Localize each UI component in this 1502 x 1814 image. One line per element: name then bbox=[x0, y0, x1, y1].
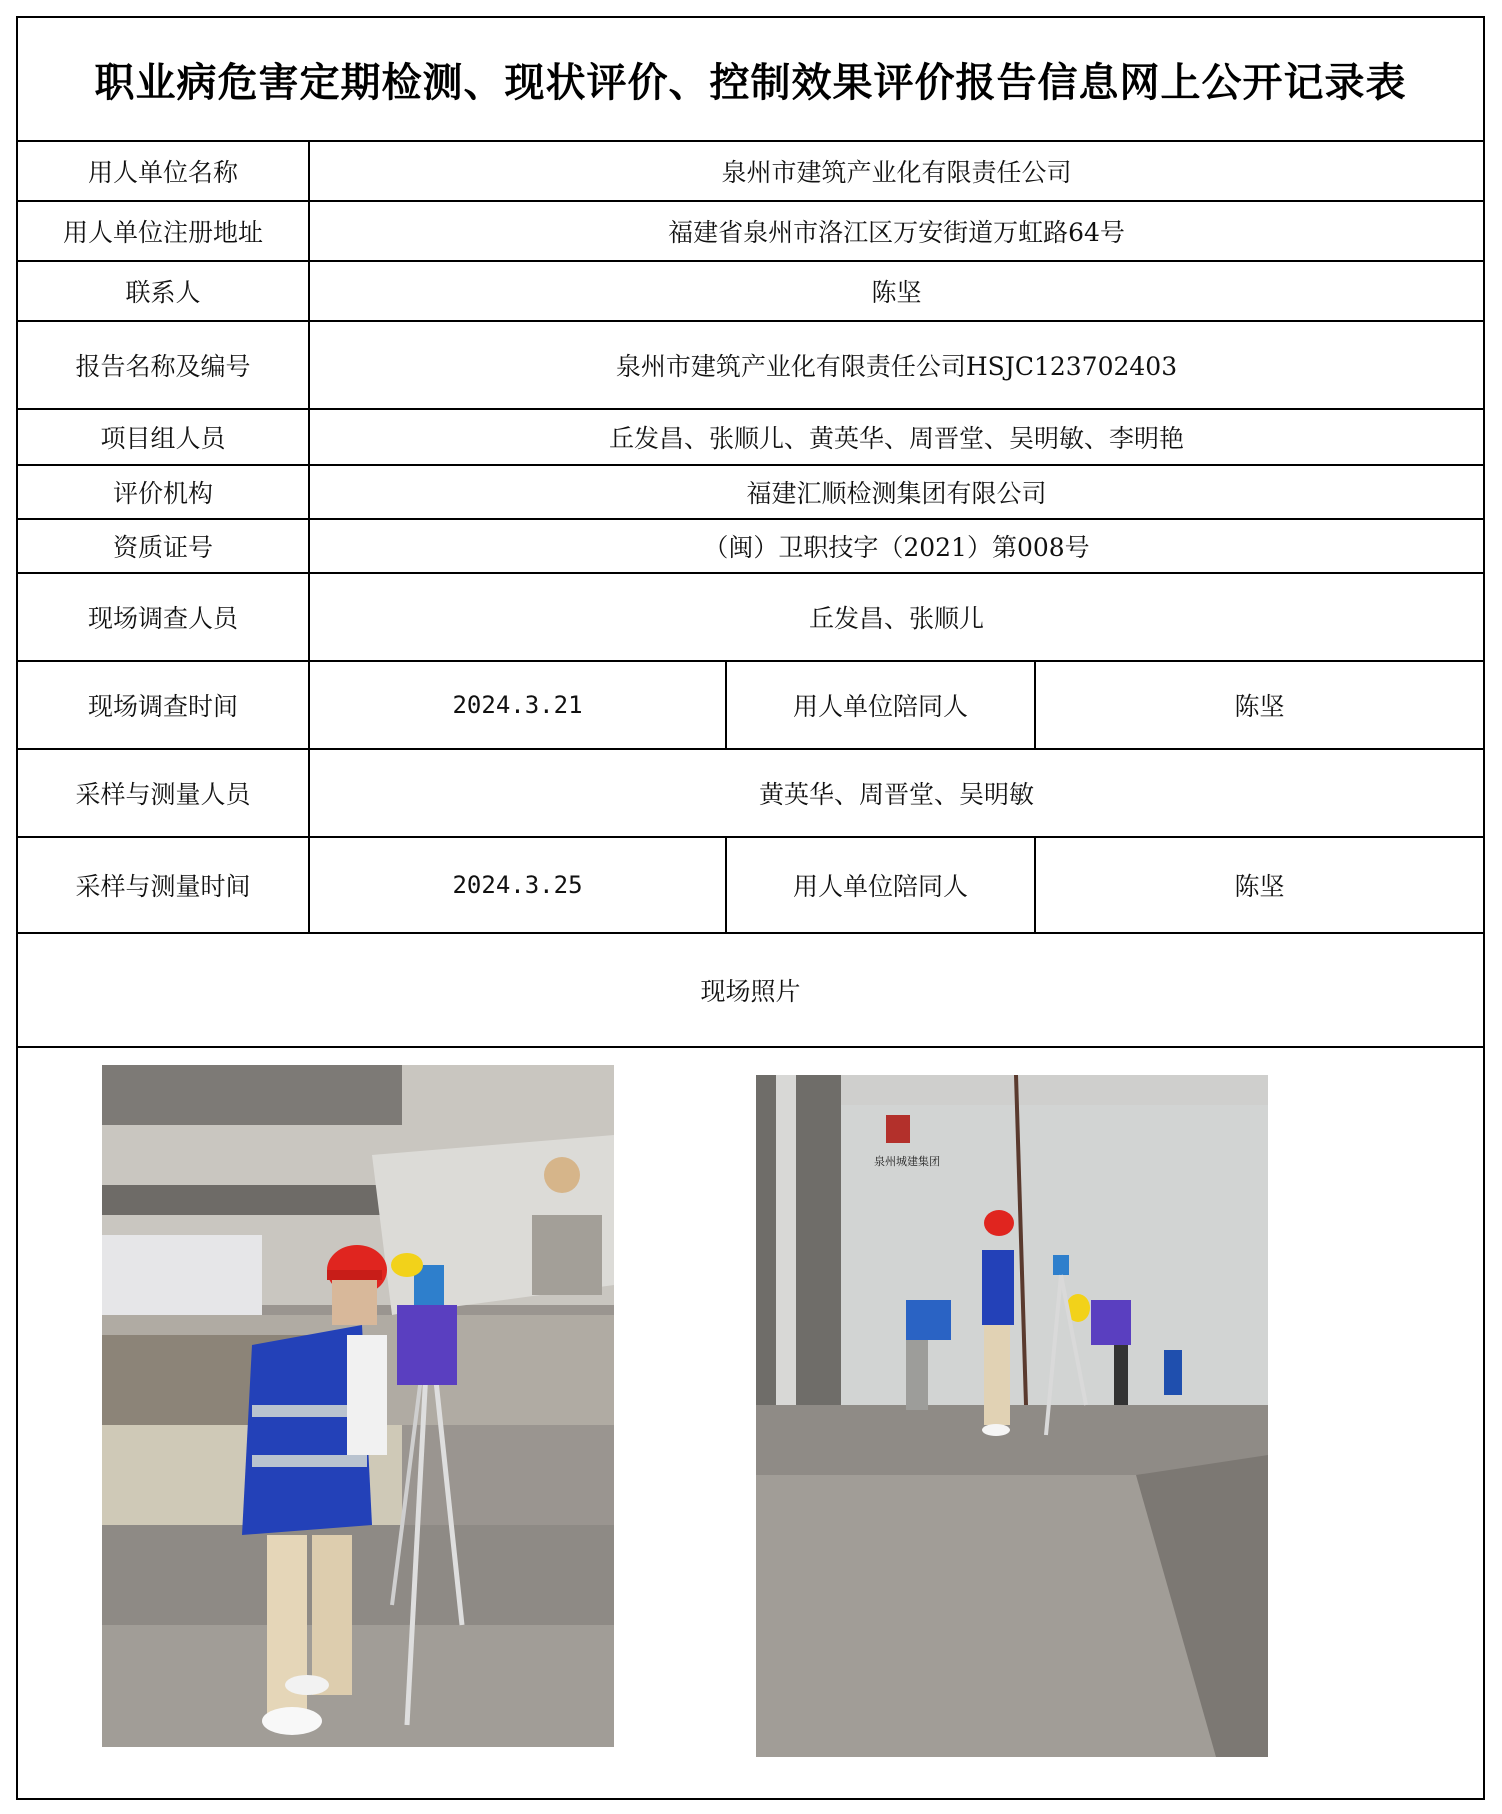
row-sampling-time bbox=[18, 838, 1483, 934]
label-survey-time: 现场调查时间 bbox=[18, 662, 310, 748]
row-project-team bbox=[18, 410, 1483, 466]
row-survey-staff bbox=[18, 574, 1483, 662]
value-survey-accompany: 陈坚 bbox=[1234, 692, 1285, 721]
value-agency: 福建汇顺检测集团有限公司 bbox=[746, 479, 1047, 508]
photos-header: 现场照片 bbox=[700, 977, 801, 1006]
row-employer-name bbox=[18, 142, 1483, 202]
value-report: 泉州市建筑产业化有限责任公司HSJC123702403 bbox=[615, 352, 1178, 381]
label-employer-name: 用人单位名称 bbox=[18, 142, 310, 200]
value-sampling-staff: 黄英华、周晋堂、吴明敏 bbox=[758, 780, 1034, 809]
page-title: 职业病危害定期检测、现状评价、控制效果评价报告信息网上公开记录表 bbox=[18, 18, 1483, 142]
label-report: 报告名称及编号 bbox=[18, 322, 310, 408]
value-employer-name: 泉州市建筑产业化有限责任公司 bbox=[721, 158, 1072, 187]
label-contact: 联系人 bbox=[18, 262, 310, 320]
value-survey-staff: 丘发昌、张顺儿 bbox=[808, 604, 984, 633]
label-survey-accompany: 用人单位陪同人 bbox=[727, 662, 1036, 748]
label-sampling-accompany: 用人单位陪同人 bbox=[727, 838, 1036, 932]
value-survey-time: 2024.3.21 bbox=[310, 662, 727, 748]
row-certificate bbox=[18, 520, 1483, 574]
photos-section bbox=[18, 1048, 1483, 1800]
label-project-team: 项目组人员 bbox=[18, 410, 310, 464]
row-photos-header bbox=[18, 934, 1483, 1048]
photo-1-image bbox=[102, 1065, 614, 1747]
value-sampling-accompany: 陈坚 bbox=[1234, 872, 1285, 901]
row-report bbox=[18, 322, 1483, 410]
label-sampling-time: 采样与测量时间 bbox=[18, 838, 310, 932]
label-agency: 评价机构 bbox=[18, 466, 310, 518]
label-certificate: 资质证号 bbox=[18, 520, 310, 572]
row-contact bbox=[18, 262, 1483, 322]
value-project-team: 丘发昌、张顺儿、黄英华、周晋堂、吴明敏、李明艳 bbox=[608, 424, 1184, 453]
value-certificate: （闽）卫职技字（2021）第008号 bbox=[703, 533, 1090, 562]
record-table bbox=[16, 16, 1485, 1800]
row-survey-time bbox=[18, 662, 1483, 750]
value-employer-address: 福建省泉州市洛江区万安街道万虹路64号 bbox=[668, 218, 1125, 247]
value-sampling-time: 2024.3.25 bbox=[310, 838, 727, 932]
label-sampling-staff: 采样与测量人员 bbox=[18, 750, 310, 836]
label-survey-staff: 现场调查人员 bbox=[18, 574, 310, 660]
row-agency bbox=[18, 466, 1483, 520]
site-photo-2 bbox=[756, 1075, 1268, 1757]
site-photo-1 bbox=[102, 1065, 614, 1747]
row-employer-address bbox=[18, 202, 1483, 262]
value-contact: 陈坚 bbox=[871, 278, 922, 307]
row-sampling-staff bbox=[18, 750, 1483, 838]
label-employer-address: 用人单位注册地址 bbox=[18, 202, 310, 260]
wall-sign-text: 泉州城建集团 bbox=[874, 1155, 940, 1168]
photo-2-image bbox=[756, 1075, 1268, 1757]
